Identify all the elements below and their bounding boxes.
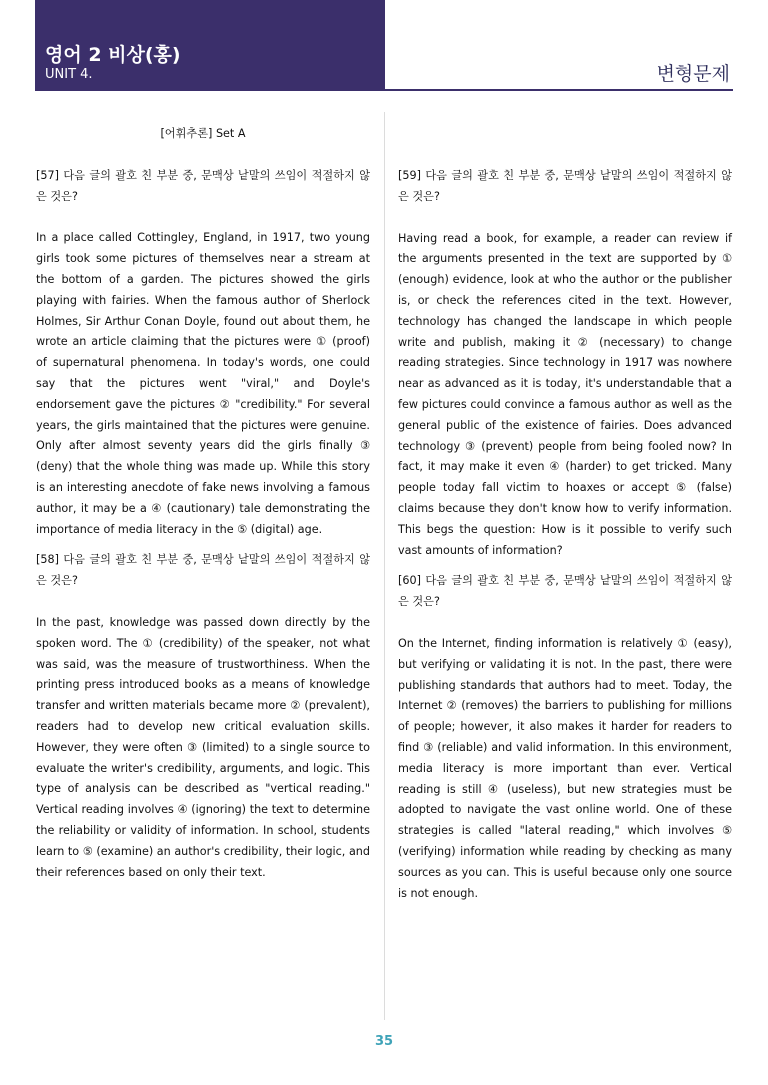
set-label: [어휘추론] Set A — [160, 127, 246, 140]
section-label: 변형문제 — [656, 63, 730, 85]
question-58: [58] 다음 글의 괄호 친 부분 중, 문맥상 낱말의 쓰임이 적절하지 않은 것은? — [36, 553, 370, 588]
unit-label: UNIT 4. — [45, 67, 93, 82]
textbook-title: 영어 2 비상(홍) — [45, 44, 181, 66]
page-number: 35 — [374, 1034, 394, 1049]
header-banner — [35, 0, 385, 91]
question-59: [59] 다음 글의 괄호 친 부분 중, 문맥상 낱말의 쓰임이 적절하지 않은 것은? — [398, 169, 732, 203]
passage-60: On the Internet, finding information is relatively ① (easy), but verifying or validating it is not. In the past, there were publishing standards that authors had to meet. Today, the Internet ② (removes) the barriers to publishing for millions of people; however, it also makes it harder for readers to find ③ (reliable) and valid information. In this environment, media literacy is more important than ever. Vertical reading is still ④ (useless), but new strategies must be adopted to navigate the vast online world. One of these strategies is called "lateral reading," which involves ⑤ (verifying) information while reading by checking as many sources as you can. This is useful because only one source is not enough. — [398, 636, 732, 900]
passage-57: In a place called Cottingley, England, in 1917, two young girls took some pictures of themselves near a stream at the bottom of a garden. The pictures showed the girls playing with fairies. When the famous author of Sherlock Holmes, Sir Arthur Conan Doyle, found out about them, he wrote an article claiming that the pictures were ① (proof) of supernatural phenomena. In today's words, one could say that the pictures went "viral," and Doyle's endorsement gave the pictures ② "credibility." For several years, the girls maintained that the pictures were genuine. Only after almost seventy years did the girls finally ③ (deny) that the whole thing was made up. While this story is an interesting anecdote of fake news involving a famous author, it may be a ④ (cautionary) tale demonstrating the importance of media literacy in the ⑤ (digital) age. — [36, 231, 370, 536]
right-column — [398, 166, 732, 914]
passage-58: In the past, knowledge was passed down directly by the spoken word. The ① (credibility) of the speaker, not what was said, was the measure of trustworthiness. When the printing press introduced books as a means of knowledge transfer and written materials became more ② (prevalent), readers had to develop new critical evaluation skills. However, they were often ③ (limited) to a single source to evaluate the writer's credibility, arguments, and logic. This type of analysis can be described as "vertical reading." Vertical reading involves ④ (ignoring) the text to determine the reliability or validity of information. In school, students learn to ⑤ (examine) an author's credibility, their logic, and their references based on only their text. — [36, 615, 370, 879]
passage-59: Having read a book, for example, a reader can review if the arguments presented in the text are supported by ① (enough) evidence, look at who the author or the publisher is, or check the references cited in the text. However, technology has changed the landscape in which people write and publish, making it ② (necessary) to change reading strategies. Since technology in 1917 was nowhere near as advanced as it is today, it's understandable that a few pictures could convince a famous author as well as the general public of the existence of fairies. Does advanced technology ③ (prevent) people from being fooled now? In fact, it may make it even ④ (harder) to get tricked. Many people today fall victim to hoaxes or accept ⑤ (false) claims because they don't know how to verify information. This begs the question: How is it possible to verify such vast amounts of information? — [398, 231, 732, 557]
header-rule — [385, 89, 733, 91]
left-column — [36, 124, 370, 893]
question-60: [60] 다음 글의 괄호 친 부분 중, 문맥상 낱말의 쓰임이 적절하지 않은 것은? — [398, 574, 732, 609]
column-divider — [384, 112, 385, 1020]
question-57: [57] 다음 글의 괄호 친 부분 중, 문맥상 낱말의 쓰임이 적절하지 않은 것은? — [36, 168, 370, 203]
